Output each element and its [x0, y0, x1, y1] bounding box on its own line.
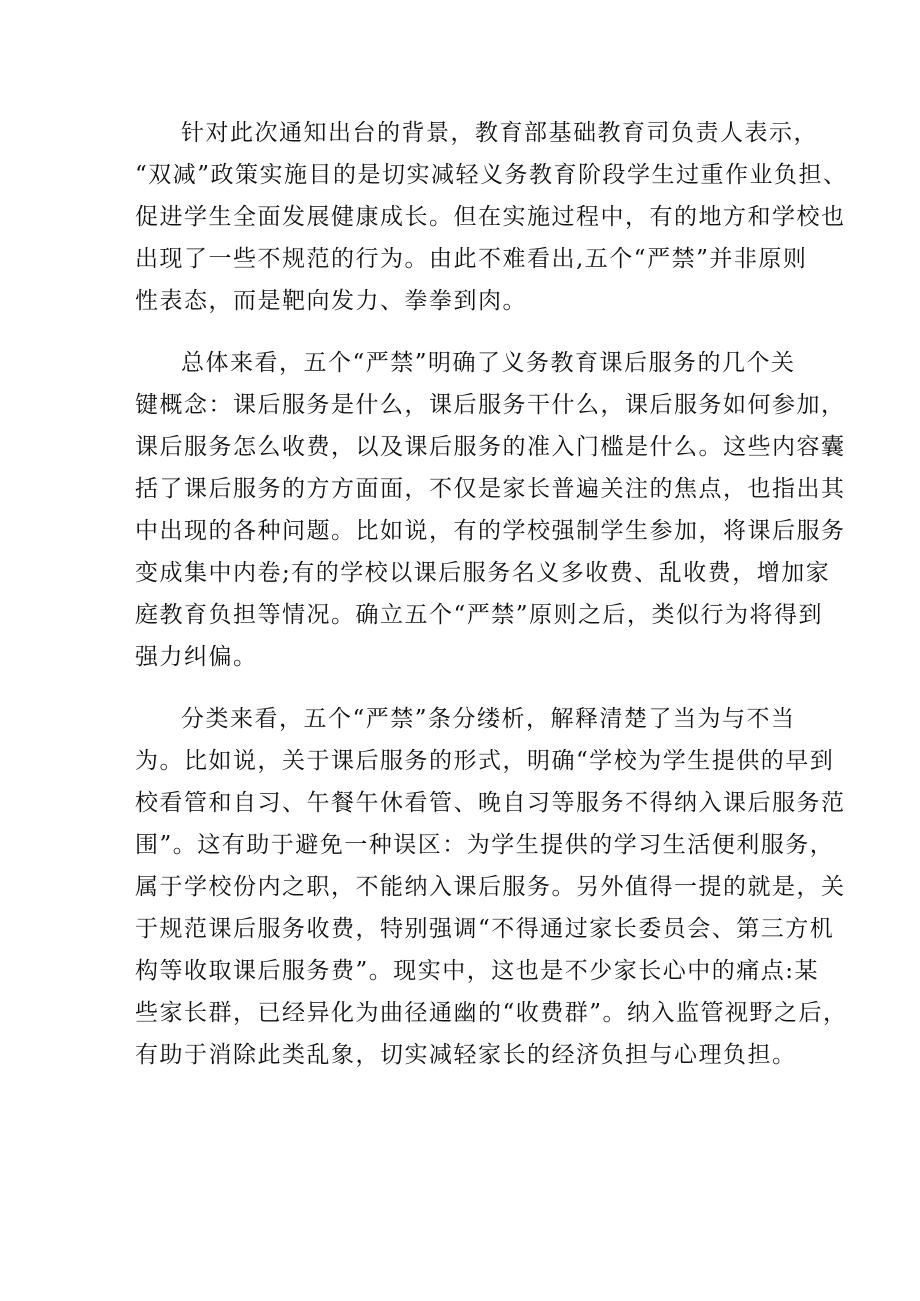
text-line: 于规范课后服务收费，特别强调“不得通过家长委员会、第三方机: [135, 916, 835, 942]
text-line: 性表态，而是靶向发力、拳拳到肉。: [135, 288, 527, 314]
text-line: 些家长群，已经异化为曲径通幽的“收费群”。纳入监管视野之后，: [135, 1000, 848, 1026]
document-body: [135, 112, 848, 1096]
text-line: 课后服务怎么收费，以及课后服务的准入门槛是什么。这些内容囊: [135, 434, 846, 460]
text-line: 变成集中内卷;有的学校以课后服务名义多收费、乱收费，增加家: [135, 560, 831, 586]
text-line: 强力纠偏。: [135, 644, 258, 670]
text-line: 校看管和自习、午餐午休看管、晚自习等服务不得纳入课后服务范: [135, 790, 846, 816]
paragraph-2: [135, 342, 846, 678]
text-line: 键概念：课后服务是什么，课后服务干什么，课后服务如何参加，: [135, 392, 846, 418]
text-line: 庭教育负担等情况。确立五个“严禁”原则之后，类似行为将得到: [135, 602, 824, 628]
paragraph-1: [135, 112, 848, 322]
text-line: 中出现的各种问题。比如说，有的学校强制学生参加，将课后服务: [135, 518, 846, 544]
text-line: 属于学校份内之职，不能纳入课后服务。另外值得一提的就是，关: [135, 874, 846, 900]
text-line: 有助于消除此类乱象，切实减轻家长的经济负担与心理负担。: [135, 1042, 797, 1068]
text-line: 出现了一些不规范的行为。由此不难看出,五个“严禁”并非原则: [135, 246, 808, 272]
text-line: 针对此次通知出台的背景，教育部基础教育司负责人表示，: [181, 120, 818, 146]
text-line: “双减”政策实施目的是切实减轻义务教育阶段学生过重作业负担、: [135, 162, 848, 188]
text-line: 为。比如说，关于课后服务的形式，明确“学校为学生提供的早到: [135, 748, 835, 774]
text-line: 围”。这有助于避免一种误区：为学生提供的学习生活便利服务，: [135, 832, 835, 858]
text-line: 括了课后服务的方方面面，不仅是家长普遍关注的焦点，也指出其: [135, 476, 846, 502]
text-line: 分类来看，五个“严禁”条分缕析，解释清楚了当为与不当: [181, 706, 796, 732]
text-line: 总体来看，五个“严禁”明确了义务教育课后服务的几个关: [181, 350, 796, 376]
text-line: 构等收取课后服务费”。现实中，这也是不少家长心中的痛点:某: [135, 958, 820, 984]
text-line: 促进学生全面发展健康成长。但在实施过程中，有的地方和学校也: [135, 204, 846, 230]
paragraph-3: [135, 698, 848, 1076]
